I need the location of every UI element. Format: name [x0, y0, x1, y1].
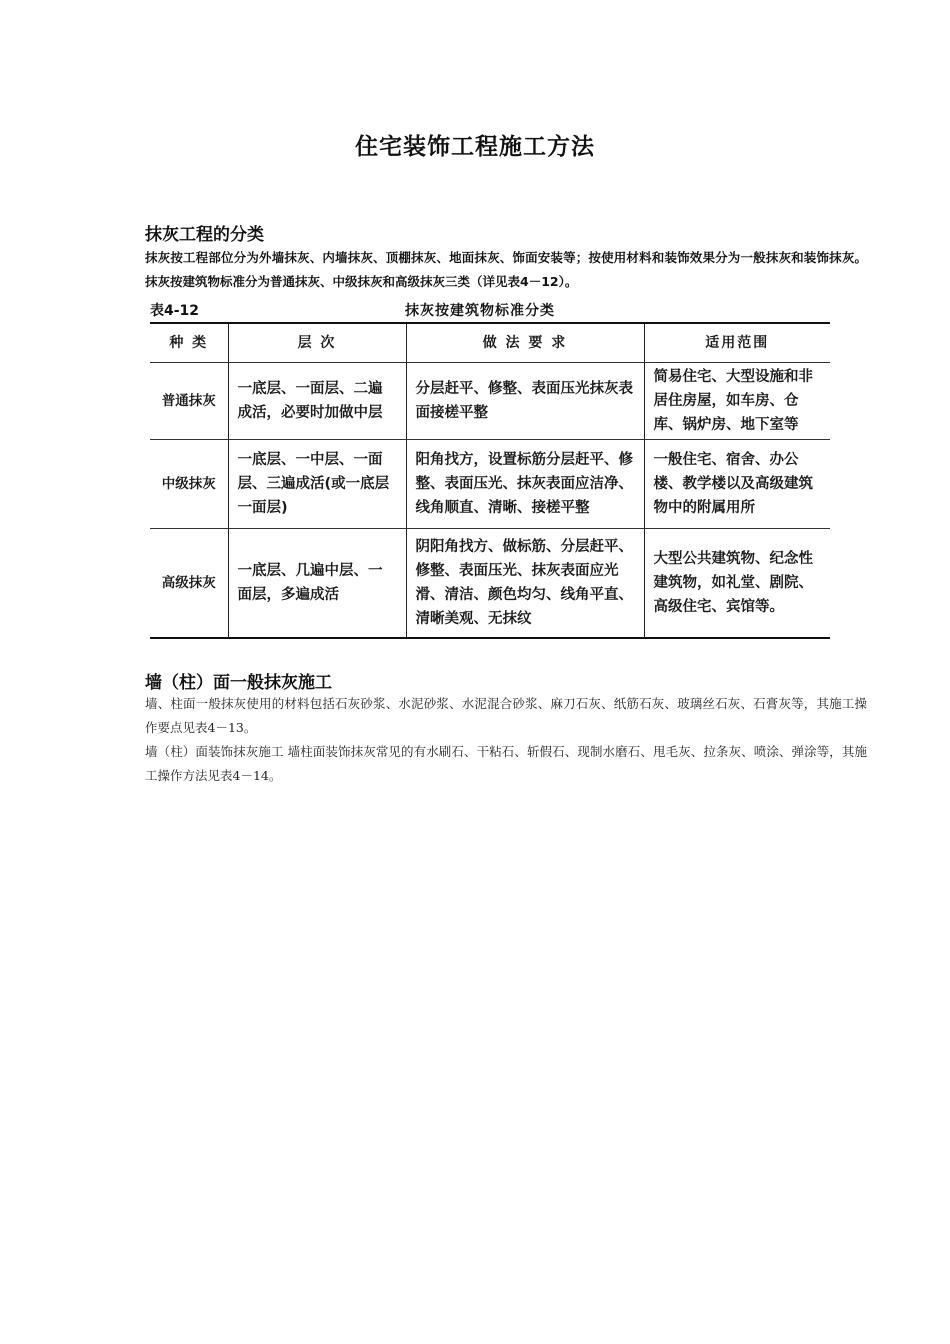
cell-scope: 一般住宅、宿舍、办公楼、教学楼以及高级建筑物中的附属用所: [644, 440, 830, 529]
table-row: [150, 529, 830, 639]
table-header-row: [150, 323, 830, 363]
cell-layers: 一底层、一面层、二遍成活，必要时加做中层: [228, 363, 406, 440]
cell-kind: 高级抹灰: [150, 529, 228, 639]
cell-requirements: 阳角找方，设置标筋分层赶平、修整、表面压光、抹灰表面应洁净、线角顺直、清晰、接槎平整: [406, 440, 644, 529]
section-paragraph-classification: 抹灰按工程部位分为外墙抹灰、内墙抹灰、顶棚抹灰、地面抹灰、饰面安装等；按使用材料和装饰效果分为一般抹灰和装饰抹灰。抹灰按建筑物标准分为普通抹灰、中级抹灰和高级抹灰三类（详见表4－12）。: [145, 250, 867, 289]
standard-classification-table-figure: [148, 298, 830, 634]
section-paragraph-general-plaster: 墙、柱面一般抹灰使用的材料包括石灰砂浆、水泥砂浆、水泥混合砂浆、麻刀石灰、纸筋石灰、玻璃丝石灰、石膏灰等，其施工操作要点见表4－13。: [145, 696, 867, 735]
table-row: [150, 440, 830, 529]
table-caption: 抹灰按建筑物标准分类: [405, 303, 555, 319]
section-paragraph-decorative-plaster: 墙（柱）面装饰抹灰施工 墙柱面装饰抹灰常见的有水刷石、干粘石、斩假石、现制水磨石、甩毛灰、拉条灰、喷涂、弹涂等，其施工操作方法见表4－14。: [145, 744, 867, 783]
cell-kind: 普通抹灰: [150, 363, 228, 440]
cell-requirements: 分层赶平、修整、表面压光抹灰表面接槎平整: [406, 363, 644, 440]
header-requirements: 做 法 要 求: [406, 323, 644, 363]
header-kind: 种 类: [150, 323, 228, 363]
cell-layers: 一底层、几遍中层、一面层，多遍成活: [228, 529, 406, 639]
cell-scope: 简易住宅、大型设施和非居住房屋，如车房、仓库、锅炉房、地下室等: [644, 363, 830, 440]
cell-layers: 一底层、一中层、一面层、三遍成活(或一底层一面层): [228, 440, 406, 529]
section-heading-plaster-classification: 抹灰工程的分类: [145, 225, 264, 245]
table-caption-row: [150, 298, 830, 322]
section-heading-wall-plaster: 墙（柱）面一般抹灰施工: [145, 673, 332, 693]
header-layers: 层 次: [228, 323, 406, 363]
cell-kind: 中级抹灰: [150, 440, 228, 529]
classification-table: [150, 322, 830, 639]
cell-scope: 大型公共建筑物、纪念性建筑物，如礼堂、剧院、高级住宅、宾馆等。: [644, 529, 830, 639]
cell-requirements: 阴阳角找方、做标筋、分层赶平、修整、表面压光、抹灰表面应光滑、清洁、颜色均匀、线角平直、清晰美观、无抹纹: [406, 529, 644, 639]
table-row: [150, 363, 830, 440]
document-title: 住宅装饰工程施工方法: [355, 134, 595, 160]
table-number: 表4-12: [150, 303, 200, 319]
header-scope: 适用范围: [644, 323, 830, 363]
